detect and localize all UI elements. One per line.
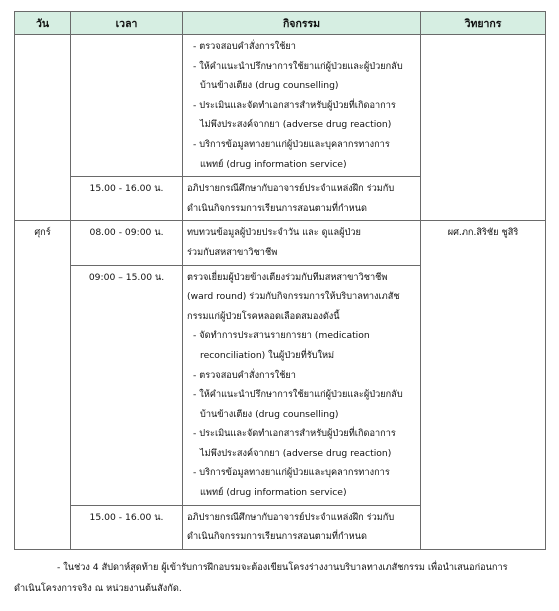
footnote-line: - ในช่วง 4 สัปดาห์สุดท้าย ผู้เข้ารับการฝึกอบรมจะต้องเขียนโครงร่างงานบริบาลทางเภสัชกรรม เพื่อนำเสนอก่อนการ bbox=[57, 562, 508, 573]
activity-cell bbox=[183, 177, 421, 221]
list-item-continuation: ไม่พึงประสงค์จากยา (adverse drug reaction) bbox=[200, 447, 392, 459]
list-item-continuation: ไม่พึงประสงค์จากยา (adverse drug reaction) bbox=[200, 119, 392, 131]
header-activity: กิจกรรม bbox=[183, 12, 421, 35]
list-item: - ตรวจสอบคำสั่งการใช้ยา bbox=[187, 37, 416, 57]
list-item: - ให้คำแนะนำปรึกษาการใช้ยาแก่ผู้ป่วยและผู้ป่วยกลับ bbox=[187, 385, 416, 405]
activity-text: ดำเนินกิจกรรมการเรียนการสอนตามที่กำหนด bbox=[187, 531, 367, 543]
header-row bbox=[15, 12, 546, 35]
table-row bbox=[15, 221, 546, 265]
list-item: - บริการข้อมูลทางยาแก่ผู้ป่วยและบุคลากรทางการ bbox=[187, 463, 416, 483]
activity-text: กรรมแก่ผู้ป่วยโรคหลอดเลือดสมองดังนี้ bbox=[187, 310, 340, 322]
list-item: - จัดทำการประสานรายการยา (medication bbox=[187, 326, 416, 346]
header-day: วัน bbox=[15, 12, 71, 35]
activity-text: (ward round) ร่วมกับกิจกรรมการให้บริบาลทางเภสัช bbox=[187, 291, 400, 303]
time-cell-continued-1 bbox=[71, 35, 183, 177]
time-cell: 08.00 - 09:00 น. bbox=[71, 221, 183, 265]
header-time: เวลา bbox=[71, 12, 183, 35]
activity-text: ร่วมกับสหสาขาวิชาชีพ bbox=[187, 246, 278, 258]
time-cell: 15.00 - 16.00 น. bbox=[71, 177, 183, 221]
list-item: - ประเมินและจัดทำเอกสารสำหรับผู้ป่วยที่เกิดอาการ bbox=[187, 424, 416, 444]
activity-text: ดำเนินกิจกรรมการเรียนการสอนตามที่กำหนด bbox=[187, 202, 367, 214]
list-item-continuation: แพทย์ (drug information service) bbox=[200, 487, 347, 499]
list-item: - ตรวจสอบคำสั่งการใช้ยา bbox=[187, 366, 416, 386]
footnote bbox=[14, 557, 545, 599]
list-item-continuation: แพทย์ (drug information service) bbox=[200, 158, 347, 170]
activity-cell bbox=[183, 35, 421, 177]
activity-cell bbox=[183, 505, 421, 549]
activity-text: อภิปรายกรณีศึกษากับอาจารย์ประจำแหล่งฝึก ร่วมกับ bbox=[187, 511, 395, 523]
list-item: - ประเมินและจัดทำเอกสารสำหรับผู้ป่วยที่เกิดอาการ bbox=[187, 96, 416, 116]
list-item-continuation: บ้านข้างเตียง (drug counselling) bbox=[200, 408, 339, 420]
list-item-continuation: reconciliation) ในผู้ป่วยที่รับใหม่ bbox=[200, 349, 335, 361]
list-item-continuation: บ้านข้างเตียง (drug counselling) bbox=[200, 80, 339, 92]
table-row bbox=[15, 35, 546, 177]
footnote-line: ดำเนินโครงการจริง ณ หน่วยงานต้นสังกัด. bbox=[14, 583, 182, 594]
speaker-cell-friday: ผศ.ภก.สิริชัย ชูสิริ bbox=[421, 221, 546, 550]
activity-text: ทบทวนข้อมูลผู้ป่วยประจำวัน และ ดูแลผู้ป่วย bbox=[187, 227, 361, 239]
list-item: - ให้คำแนะนำปรึกษาการใช้ยาแก่ผู้ป่วยและผู้ป่วยกลับ bbox=[187, 57, 416, 77]
speaker-cell-continued bbox=[421, 35, 546, 221]
activity-cell bbox=[183, 221, 421, 265]
time-cell: 15.00 - 16.00 น. bbox=[71, 505, 183, 549]
activity-text: ตรวจเยี่ยมผู้ป่วยข้างเตียงร่วมกับทีมสหสาขาวิชาชีพ bbox=[187, 271, 388, 283]
time-cell: 09:00 – 15.00 น. bbox=[71, 265, 183, 505]
activity-cell bbox=[183, 265, 421, 505]
day-cell-continued bbox=[15, 35, 71, 221]
day-cell-friday: ศุกร์ bbox=[15, 221, 71, 550]
list-item: - บริการข้อมูลทางยาแก่ผู้ป่วยและบุคลากรทางการ bbox=[187, 135, 416, 155]
activity-text: อภิปรายกรณีศึกษากับอาจารย์ประจำแหล่งฝึก ร่วมกับ bbox=[187, 183, 395, 195]
header-speaker: วิทยากร bbox=[421, 12, 546, 35]
schedule-table bbox=[14, 11, 546, 550]
